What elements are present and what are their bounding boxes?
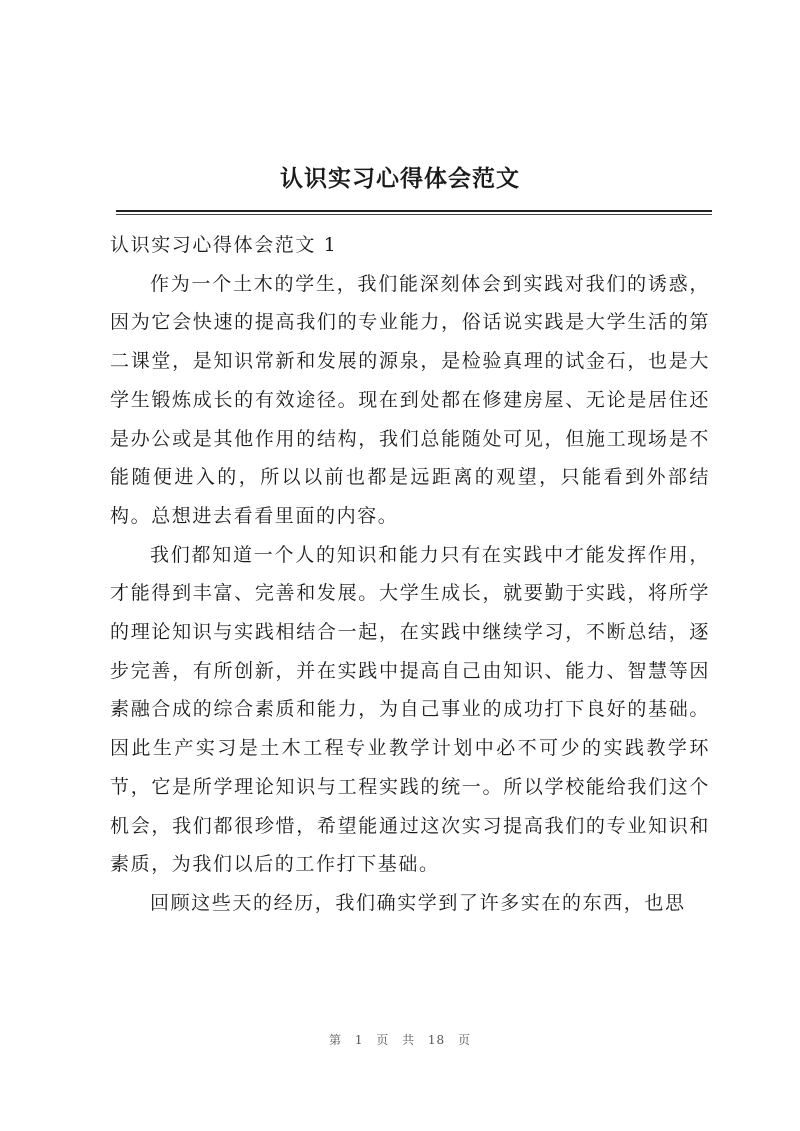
section-heading: 认识实习心得体会范文 1 [110, 234, 338, 256]
title-divider [116, 210, 712, 212]
title-divider-thin [116, 214, 712, 215]
page-number-footer: 第 1 页 共 18 页 [329, 1033, 471, 1047]
paragraph: 作为一个土木的学生，我们能深刻体会到实践对我们的诱惑，因为它会快速的提高我们的专业能力，俗话说实践是大学生活的第二课堂，是知识常新和发展的源泉，是检验真理的试金石，也是大学生锻炼成长的有效途径。现在到处都在修建房屋、无论是居住还是办公或是其他作用的结构，我们总能随处可见，但施工现场是不能随便进入的，所以以前也都是远距离的观望，只能看到外部结构。总想进去看看里面的内容。 [110, 272, 710, 527]
paragraph: 回顾这些天的经历，我们确实学到了许多实在的东西，也思 [150, 891, 686, 914]
document-body [110, 226, 710, 923]
document-title: 认识实习心得体会范文 [280, 165, 520, 192]
paragraph: 我们都知道一个人的知识和能力只有在实践中才能发挥作用，才能得到丰富、完善和发展。大学生成长，就要勤于实践，将所学的理论知识与实践相结合一起，在实践中继续学习，不断总结，逐步完善，有所创新，并在实践中提高自己由知识、能力、智慧等因素融合成的综合素质和能力，为自己事业的成功打下良好的基础。因此生产实习是土木工程专业教学计划中必不可少的实践教学环节，它是所学理论知识与工程实践的统一。所以学校能给我们这个机会，我们都很珍惜，希望能通过这次实习提高我们的专业知识和素质，为我们以后的工作打下基础。 [110, 543, 710, 876]
